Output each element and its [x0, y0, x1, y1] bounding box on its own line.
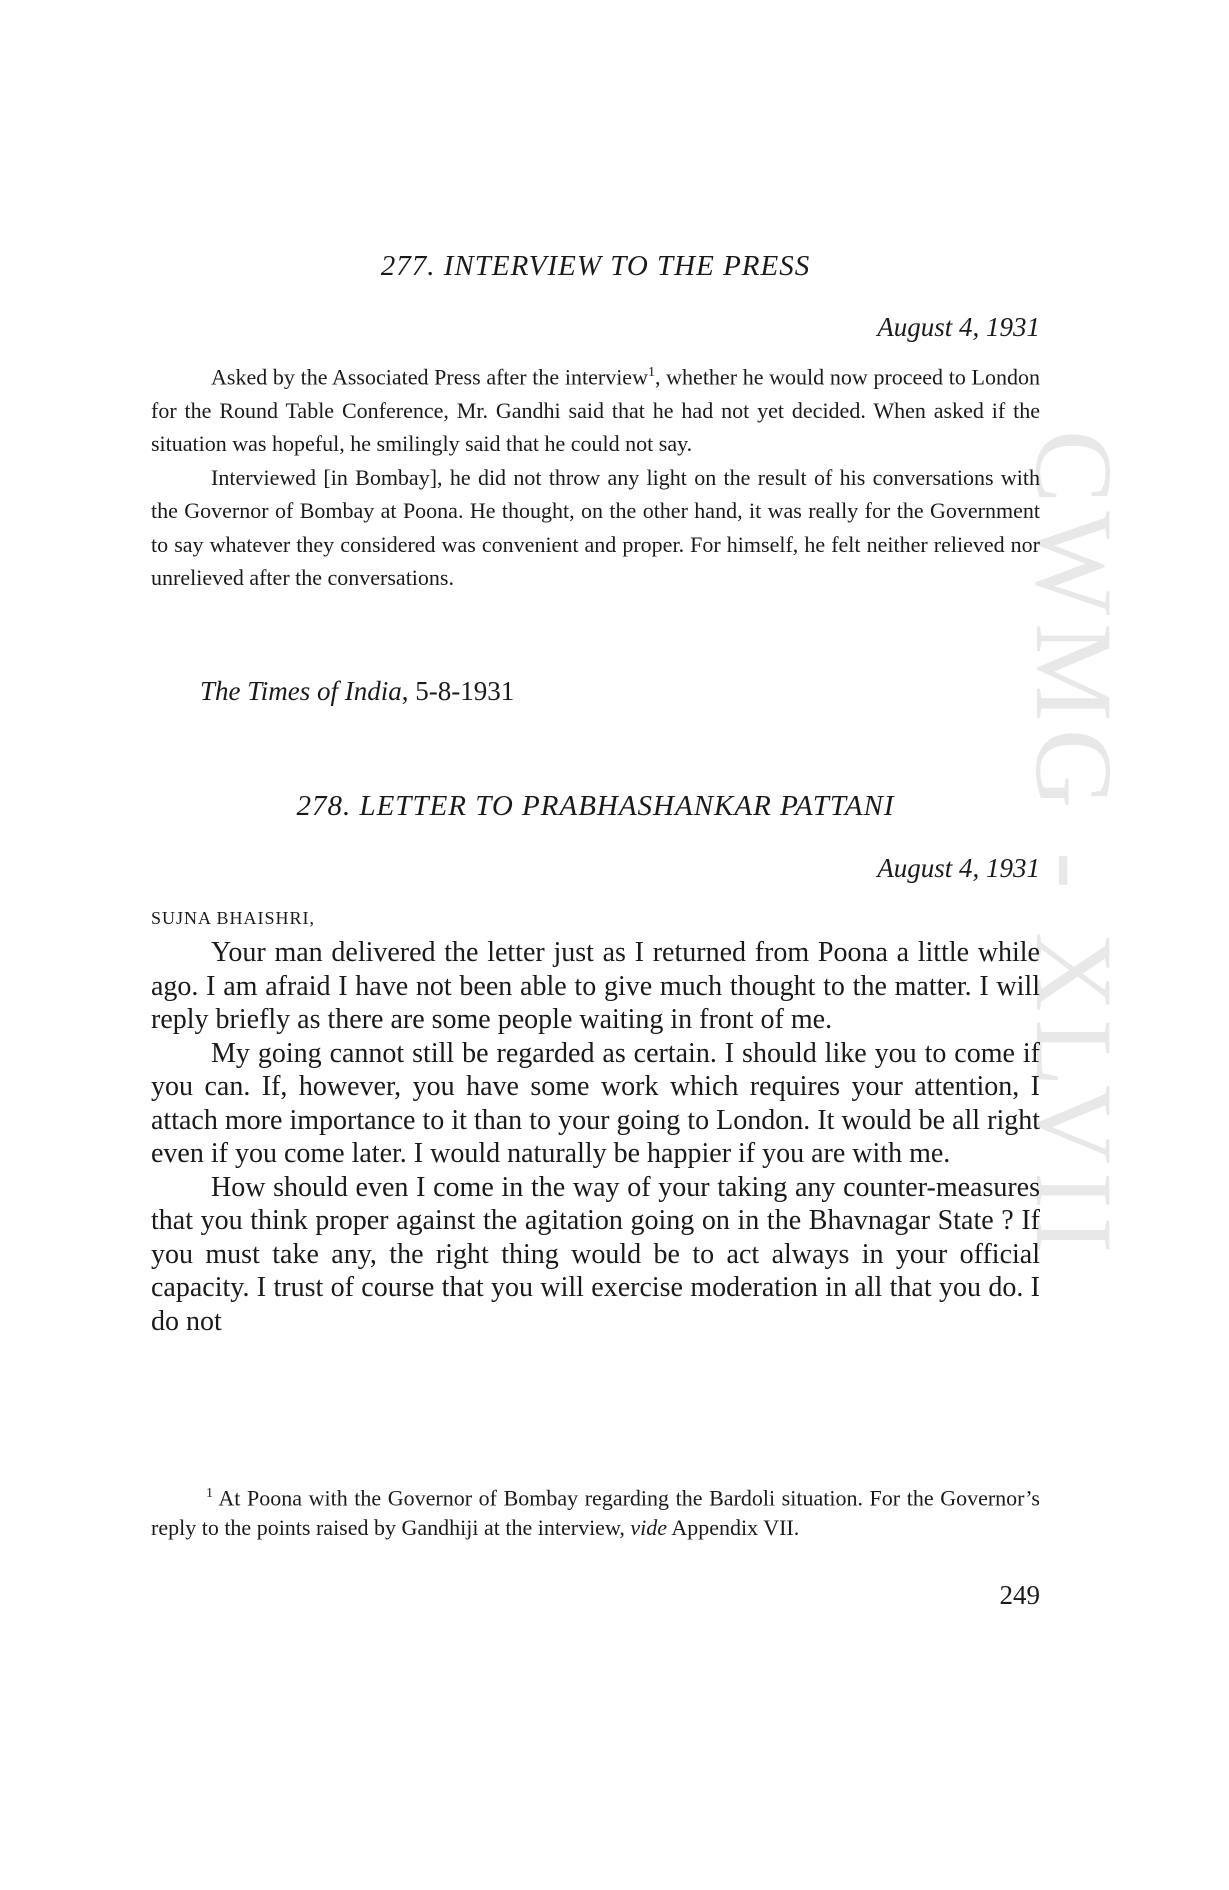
source-citation: The Times of India, 5-8-1931	[200, 676, 515, 706]
letter-paragraph-1: Your man delivered the letter just as I returned from Poona a little while ago. I am afraid I have not been able to give much thought to the matter. I will reply briefly as there are some people waiting in front of me.	[151, 937, 1040, 1035]
salutation: SUJNA BHAISHRI,	[151, 908, 316, 928]
footnote-text: $^1$ At Poona with the Governor of Bombay regarding the Bardoli situation. For the Governor’s reply to the points raised by Gandhiji at the interview, vide Appendix VII.	[151, 1485, 1040, 1541]
dateline-278: August 4, 1931	[877, 853, 1040, 883]
interview-paragraph-2: Interviewed [in Bombay], he did not throw any light on the result of his conversations with the Governor of Bombay at Poona. He thought, on the other hand, it was really for the Government to say whatever they considered was convenient and proper. For himself, he felt neither relieved nor unrelieved after the conversations.	[151, 464, 1040, 591]
dateline-277: August 4, 1931	[877, 312, 1040, 342]
letter-paragraph-2: My going cannot still be regarded as certain. I should like you to come if you can. If, however, you have some work which requires your attention, I attach more importance to it than to your going to London. It would be all right even if you come later. I would naturally be happier if you are with me.	[151, 1037, 1040, 1169]
footnote-ref: 1	[647, 365, 655, 380]
footnote-marker: 1	[206, 1486, 213, 1501]
section-heading-278: 278. LETTER TO PRABHASHANKAR PATTANI	[296, 790, 895, 822]
letter-paragraph-3: How should even I come in the way of your taking any counter-measures that you think proper against the agitation going on in the Bhavnagar State ? If you must take any, the right thing would be to act always in your official capacity. I trust of course that you will exercise moderation in all that you do. I do not	[151, 1171, 1040, 1337]
letter-body	[151, 936, 1040, 1338]
watermark: CWMG - XLVII	[1013, 430, 1135, 1262]
page-number: 249	[999, 1580, 1040, 1610]
interview-paragraph-1: Asked by the Associated Press after the interview$^1$, whether he would now proceed to London for the Round Table Conference, Mr. Gandhi said that he had not yet decided. When asked if the situation was hopeful, he smilingly said that he could not say.	[151, 364, 1040, 457]
interview-body	[151, 356, 1040, 595]
footnote	[151, 1479, 1040, 1543]
section-heading-277: 277. INTERVIEW TO THE PRESS	[380, 250, 811, 282]
